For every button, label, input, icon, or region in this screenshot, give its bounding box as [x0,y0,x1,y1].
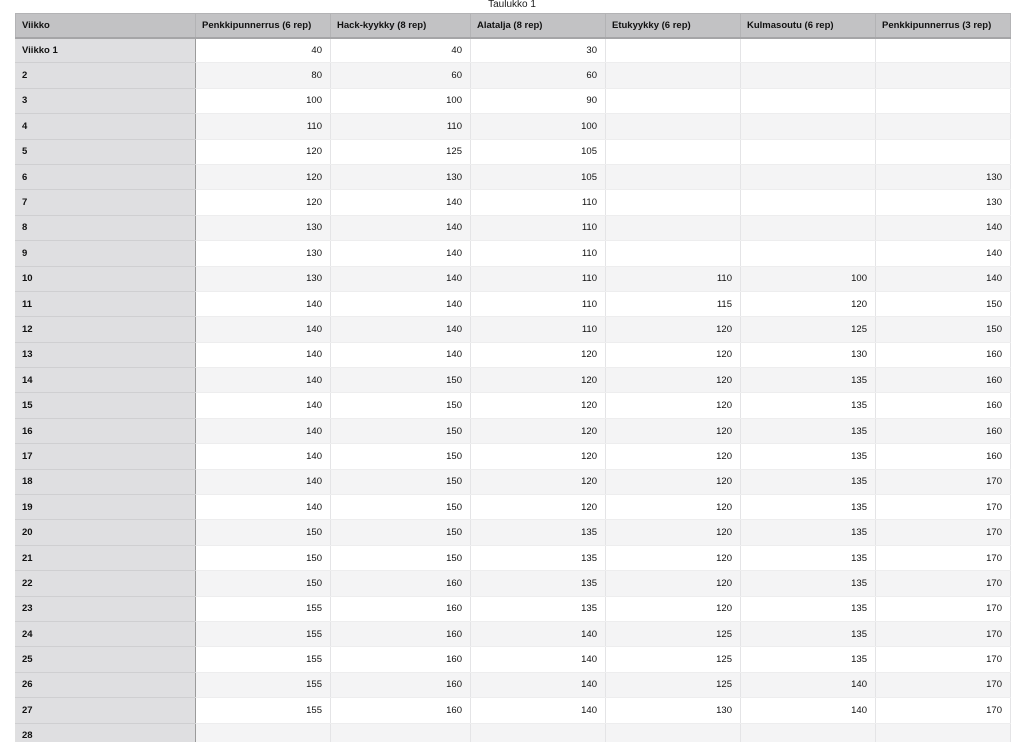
table-cell: 40 [331,38,471,63]
table-cell: 110 [471,317,606,342]
table-row [16,215,1011,240]
row-header-cell: 22 [16,571,196,596]
row-header-cell: 5 [16,139,196,164]
table-cell [876,38,1011,63]
table-cell: 135 [471,571,606,596]
table-body [16,38,1011,742]
table-cell: 120 [606,571,741,596]
row-header-cell: 24 [16,621,196,646]
table-cell: 100 [741,266,876,291]
row-header-cell: 15 [16,393,196,418]
table-cell: 140 [331,291,471,316]
table-header [16,14,1011,38]
table-cell: 125 [606,621,741,646]
row-header-cell: 23 [16,596,196,621]
table-cell: 120 [606,342,741,367]
table-cell: 120 [196,164,331,189]
table-cell: 135 [741,418,876,443]
table-cell [876,723,1011,742]
table-cell: 125 [741,317,876,342]
table-cell: 60 [331,63,471,88]
table-cell: 140 [196,342,331,367]
table-cell: 155 [196,698,331,723]
column-header: Penkkipunnerrus (6 rep) [196,14,331,38]
table-cell: 150 [331,444,471,469]
table-cell: 120 [471,342,606,367]
table-cell: 150 [331,469,471,494]
table-row [16,418,1011,443]
table-cell: 135 [741,571,876,596]
table-cell: 135 [741,495,876,520]
row-header-cell: 8 [16,215,196,240]
row-header-cell: 25 [16,647,196,672]
table-row [16,88,1011,113]
table-cell: 140 [196,368,331,393]
table-cell: 140 [741,672,876,697]
table-row [16,164,1011,189]
table-cell: 135 [741,545,876,570]
table-cell: 110 [471,266,606,291]
table-cell [606,63,741,88]
table-cell [606,114,741,139]
row-header-cell: 10 [16,266,196,291]
table-cell [606,164,741,189]
table-cell: 120 [606,444,741,469]
table-cell: 140 [471,698,606,723]
table-cell: 40 [196,38,331,63]
table-cell: 130 [741,342,876,367]
row-header-cell: Viikko 1 [16,38,196,63]
table-cell: 150 [331,520,471,545]
table-cell: 150 [331,545,471,570]
table-cell: 115 [606,291,741,316]
table-cell: 130 [196,215,331,240]
table-cell: 140 [331,241,471,266]
table-cell: 150 [331,368,471,393]
table-row [16,672,1011,697]
table-cell: 120 [606,520,741,545]
table-title: Taulukko 1 [488,0,536,10]
row-header-cell: 27 [16,698,196,723]
table-cell: 140 [331,190,471,215]
table-cell: 160 [876,444,1011,469]
table-cell [876,88,1011,113]
table-cell: 135 [741,647,876,672]
table-row [16,342,1011,367]
table-row [16,647,1011,672]
table-cell: 135 [741,393,876,418]
table-cell: 135 [741,469,876,494]
column-header: Hack-kyykky (8 rep) [331,14,471,38]
table-cell [606,190,741,215]
data-table [15,13,1011,742]
table-cell: 120 [471,368,606,393]
table-cell: 170 [876,545,1011,570]
table-cell: 150 [876,291,1011,316]
table-cell: 150 [876,317,1011,342]
table-row [16,571,1011,596]
table-cell [741,241,876,266]
table-cell: 140 [471,621,606,646]
table-row [16,698,1011,723]
table-cell: 110 [471,291,606,316]
table-row [16,621,1011,646]
table-row [16,368,1011,393]
table-cell: 140 [331,317,471,342]
table-cell: 135 [471,520,606,545]
table-cell: 120 [606,469,741,494]
table-cell: 120 [606,418,741,443]
table-cell: 135 [741,596,876,621]
table-cell: 170 [876,698,1011,723]
table-cell: 125 [606,672,741,697]
row-header-cell: 19 [16,495,196,520]
table-cell [741,723,876,742]
table-cell [606,215,741,240]
table-cell: 120 [471,444,606,469]
row-header-cell: 18 [16,469,196,494]
table-cell [606,241,741,266]
table-cell: 125 [606,647,741,672]
row-header-cell: 2 [16,63,196,88]
table-cell: 135 [741,444,876,469]
table-cell: 130 [196,241,331,266]
table-cell [876,63,1011,88]
table-cell: 170 [876,571,1011,596]
table-cell: 140 [331,215,471,240]
table-cell: 110 [196,114,331,139]
table-cell: 155 [196,647,331,672]
table-row [16,114,1011,139]
table-cell: 105 [471,164,606,189]
table-cell: 110 [471,190,606,215]
column-header: Alatalja (8 rep) [471,14,606,38]
table-cell: 140 [331,266,471,291]
table-cell: 135 [741,520,876,545]
table-cell: 160 [331,647,471,672]
row-header-cell: 16 [16,418,196,443]
table-cell: 155 [196,621,331,646]
table-row [16,38,1011,63]
table-cell: 160 [331,698,471,723]
table-cell: 150 [331,495,471,520]
column-header: Penkkipunnerrus (3 rep) [876,14,1011,38]
table-cell: 170 [876,647,1011,672]
row-header-cell: 21 [16,545,196,570]
table-cell: 140 [741,698,876,723]
column-header-week: Viikko [16,14,196,38]
table-row [16,444,1011,469]
table-cell: 130 [196,266,331,291]
table-row [16,190,1011,215]
table-row [16,241,1011,266]
row-header-cell: 3 [16,88,196,113]
row-header-cell: 11 [16,291,196,316]
table-cell: 170 [876,672,1011,697]
table-row [16,63,1011,88]
table-cell: 150 [196,545,331,570]
column-header: Etukyykky (6 rep) [606,14,741,38]
table-cell: 135 [741,621,876,646]
table-cell [741,88,876,113]
table-cell: 160 [876,368,1011,393]
table-row [16,520,1011,545]
table-cell [471,723,606,742]
table-cell: 140 [196,418,331,443]
table-cell [606,139,741,164]
row-header-cell: 4 [16,114,196,139]
table-cell: 110 [471,215,606,240]
row-header-cell: 13 [16,342,196,367]
table-cell [741,114,876,139]
row-header-cell: 12 [16,317,196,342]
table-cell: 110 [331,114,471,139]
table-cell: 150 [331,393,471,418]
table-row [16,495,1011,520]
table-cell: 170 [876,495,1011,520]
table-cell: 140 [196,495,331,520]
table-cell: 140 [331,342,471,367]
table-cell: 135 [471,596,606,621]
table-cell [876,139,1011,164]
table-cell: 160 [876,418,1011,443]
table-cell: 100 [196,88,331,113]
header-row [16,14,1011,38]
table-cell: 140 [876,241,1011,266]
column-header: Kulmasoutu (6 rep) [741,14,876,38]
row-header-cell: 20 [16,520,196,545]
table-cell: 120 [606,545,741,570]
table-cell: 160 [876,393,1011,418]
table-cell [876,114,1011,139]
table-cell: 135 [741,368,876,393]
table-cell: 160 [331,596,471,621]
table-cell: 130 [876,190,1011,215]
table-cell: 120 [606,317,741,342]
table-cell [196,723,331,742]
table-cell: 140 [876,266,1011,291]
table-cell: 60 [471,63,606,88]
table-row [16,545,1011,570]
table-cell: 170 [876,596,1011,621]
table-cell: 120 [196,139,331,164]
table-cell: 140 [471,647,606,672]
table-cell: 160 [876,342,1011,367]
table-cell [741,63,876,88]
row-header-cell: 26 [16,672,196,697]
row-header-cell: 7 [16,190,196,215]
table-cell: 110 [606,266,741,291]
table-cell: 170 [876,520,1011,545]
table-cell: 150 [196,571,331,596]
table-cell: 125 [331,139,471,164]
table-cell: 30 [471,38,606,63]
table-cell: 130 [331,164,471,189]
table-cell: 120 [471,495,606,520]
table-cell: 140 [196,317,331,342]
table-cell: 100 [471,114,606,139]
table-cell [741,38,876,63]
table-cell: 130 [606,698,741,723]
row-header-cell: 28 [16,723,196,742]
table-row [16,469,1011,494]
table-cell [741,139,876,164]
table-cell: 140 [876,215,1011,240]
table-cell [606,38,741,63]
table-cell: 130 [876,164,1011,189]
table-cell: 160 [331,621,471,646]
table-cell: 120 [606,368,741,393]
table-row [16,723,1011,742]
row-header-cell: 14 [16,368,196,393]
table-cell: 100 [331,88,471,113]
table-cell [606,723,741,742]
table-cell: 90 [471,88,606,113]
table-cell: 120 [196,190,331,215]
table-cell [606,88,741,113]
table-cell: 160 [331,571,471,596]
table-row [16,596,1011,621]
row-header-cell: 6 [16,164,196,189]
table-cell [741,190,876,215]
table-cell [741,164,876,189]
table-cell: 120 [471,393,606,418]
table-cell: 120 [606,596,741,621]
table-cell: 120 [741,291,876,316]
table-row [16,393,1011,418]
table-cell: 170 [876,469,1011,494]
table-cell: 140 [196,393,331,418]
table-cell: 155 [196,672,331,697]
table-row [16,266,1011,291]
table-cell: 120 [606,495,741,520]
table-cell: 110 [471,241,606,266]
table-cell: 120 [471,469,606,494]
table-cell: 140 [471,672,606,697]
table-cell: 120 [606,393,741,418]
table-cell [331,723,471,742]
table-cell: 160 [331,672,471,697]
table-cell [741,215,876,240]
table-cell: 170 [876,621,1011,646]
table-cell: 150 [196,520,331,545]
table-cell: 140 [196,291,331,316]
table-cell: 150 [331,418,471,443]
table-cell: 80 [196,63,331,88]
table-row [16,317,1011,342]
table-cell: 155 [196,596,331,621]
row-header-cell: 9 [16,241,196,266]
table-cell: 120 [471,418,606,443]
table-cell: 135 [471,545,606,570]
table-row [16,291,1011,316]
table-cell: 105 [471,139,606,164]
table-cell: 140 [196,469,331,494]
row-header-cell: 17 [16,444,196,469]
table-cell: 140 [196,444,331,469]
table-row [16,139,1011,164]
